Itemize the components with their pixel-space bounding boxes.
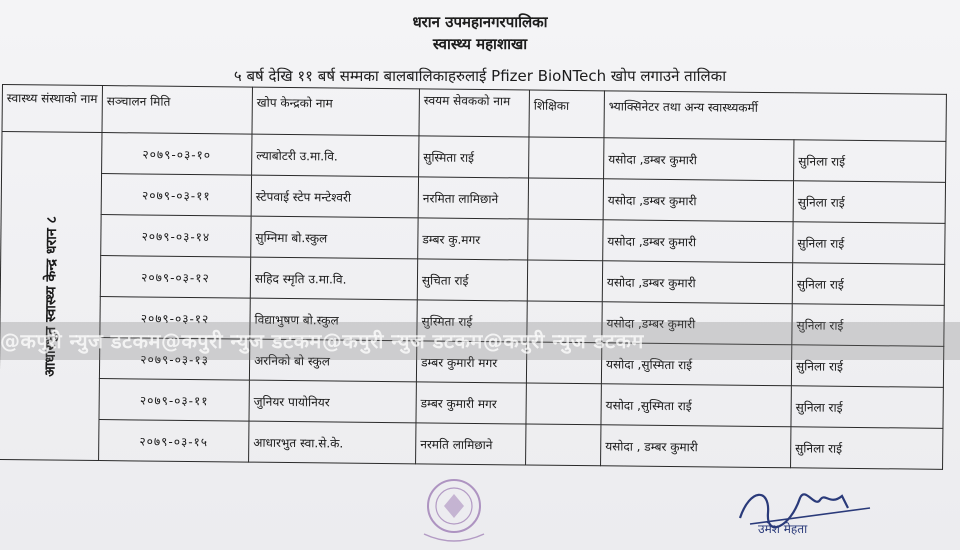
center-cell: आधारभुत स्वा.से.के.	[249, 421, 416, 464]
volunteer-cell: डम्बर कुमारी मगर	[416, 382, 526, 424]
office-title: धरान उपमहानगरपालिका	[412, 13, 548, 31]
volunteer-cell: डम्बर कुमारी मगर	[416, 341, 526, 383]
center-cell: विद्याभुषण बो.स्कुल	[250, 298, 417, 341]
official-seal-stamp	[404, 470, 504, 550]
vaccinator-cell: यसोदा ,डम्बर कुमारी	[602, 302, 792, 345]
vaccinator-cell: यसोदा ,सुस्मिता राई	[601, 384, 791, 427]
date-cell: २०७९-०३-११	[99, 379, 249, 422]
health-worker-cell: सुनिला राई	[791, 386, 943, 429]
column-header-institution: स्वास्थ्य संस्थाको नाम	[2, 85, 102, 133]
date-cell: २०७९-०३-१४	[101, 215, 251, 258]
volunteer-cell: सुस्मिता राई	[419, 136, 529, 178]
date-cell: २०७९-०३-१२	[100, 297, 250, 340]
institution-cell	[0, 132, 102, 461]
center-cell: स्टेपवाई स्टेप मन्टेश्वरी	[251, 175, 418, 218]
health-worker-cell: सुनिला राई	[794, 140, 946, 183]
center-cell: सहिद स्मृति उ.मा.वि.	[250, 257, 417, 300]
volunteer-cell: नरमिता लामिछाने	[418, 177, 528, 219]
health-worker-cell: सुनिला राई	[793, 222, 945, 265]
volunteer-cell: सुचिता राई	[417, 259, 527, 301]
column-header-teacher: शिक्षिका	[529, 90, 604, 138]
volunteer-cell: सुस्मिता राई	[417, 300, 527, 342]
center-cell: सुम्निमा बो.स्कुल	[251, 216, 418, 259]
watermark-banner: @कपुरी न्युज डटकम@कपुरी न्युज डटकम@कपुरी न्युज डटकम@कपुरी न्युज डटकम	[0, 322, 960, 360]
schedule-title: ५ बर्ष देखि ११ बर्ष सम्मका बालबालिकाहरुलाई Pfizer BioNTech खोप लगाउने तालिका	[233, 67, 727, 85]
vaccination-schedule-table	[0, 84, 947, 470]
vaccinator-cell: यसोदा ,सुस्मिता राई	[601, 343, 791, 386]
date-cell: २०७९-०३-१५	[99, 420, 249, 463]
center-cell: ल्याबोटरी उ.मा.वि.	[252, 134, 419, 177]
signatory-name: उमेश मेहता	[758, 522, 808, 536]
teacher-cell	[526, 383, 601, 425]
date-cell: २०७९-०३-१३	[99, 338, 249, 381]
column-header-volunteer: स्वयम सेवकको नाम	[419, 89, 529, 137]
institution-name: आधारभुत स्वास्थ्य केन्द्र धरान ८	[41, 215, 60, 377]
column-header-vaccinator: भ्याक्सिनेटर तथा अन्य स्वास्थ्यकर्मी	[604, 91, 946, 142]
teacher-cell	[528, 219, 603, 261]
date-cell: २०७९-०३-१०	[102, 133, 252, 176]
health-worker-cell: सुनिला राई	[792, 304, 944, 347]
volunteer-cell: डम्बर कु.मगर	[418, 218, 528, 260]
health-worker-cell: सुनिला राई	[793, 181, 945, 224]
vaccinator-cell: यसोदा , डम्बर कुमारी	[601, 425, 791, 468]
vaccinator-cell: यसोदा ,डम्बर कुमारी	[603, 220, 793, 263]
health-worker-cell: सुनिला राई	[791, 345, 943, 388]
volunteer-cell: नरमति लामिछाने	[416, 423, 526, 465]
date-cell: २०७९-०३-११	[101, 174, 251, 217]
teacher-cell	[529, 137, 604, 179]
health-worker-cell: सुनिला राई	[792, 263, 944, 306]
department-title: स्वास्थ्य महाशाखा	[432, 35, 528, 53]
vaccinator-cell: यसोदा ,डम्बर कुमारी	[604, 138, 794, 181]
signature-mark	[730, 478, 910, 550]
center-cell: जुनियर पायोनियर	[249, 380, 416, 423]
teacher-cell	[527, 260, 602, 302]
column-header-center: खोप केन्द्रको नाम	[252, 87, 419, 136]
date-cell: २०७९-०३-१२	[100, 256, 250, 299]
vaccinator-cell: यसोदा ,डम्बर कुमारी	[602, 261, 792, 304]
health-worker-cell: सुनिला राई	[791, 427, 943, 470]
teacher-cell	[526, 424, 601, 466]
vaccinator-cell: यसोदा ,डम्बर कुमारी	[603, 179, 793, 222]
center-cell: अरनिको बो स्कुल	[249, 339, 416, 382]
column-header-date: सञ्चालन मिति	[102, 86, 252, 135]
teacher-cell	[528, 178, 603, 220]
